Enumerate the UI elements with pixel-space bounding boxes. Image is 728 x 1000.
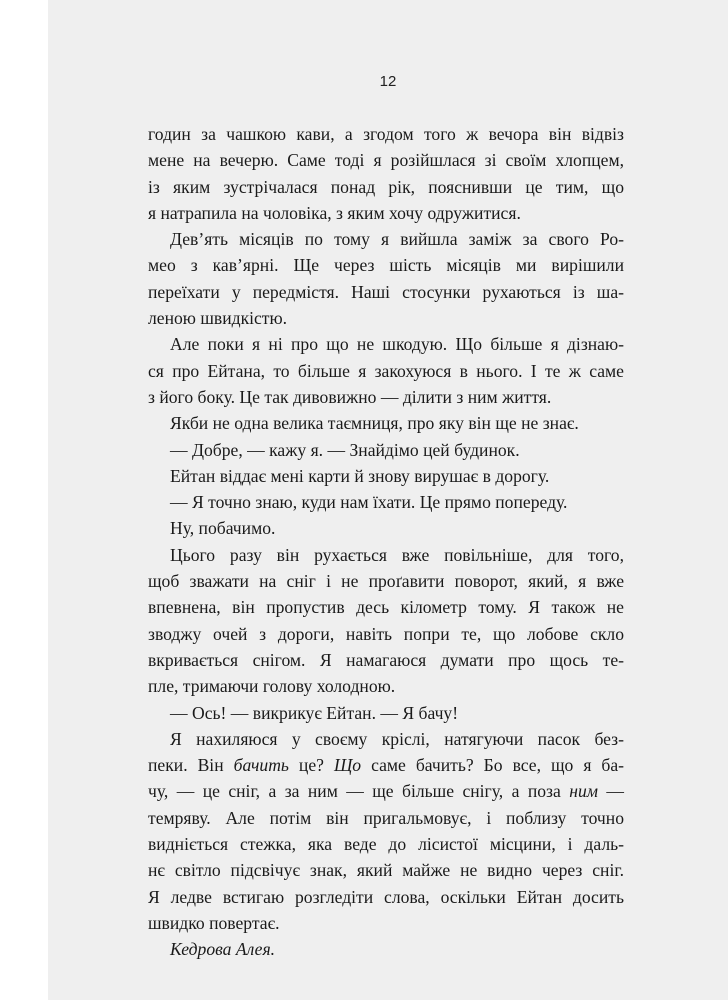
text-line <box>148 936 624 962</box>
text-line: швидко повертає. <box>148 912 280 933</box>
page-number: 12 <box>379 73 397 90</box>
text-line: Я нахиляюся у своєму кріслі, натягуючи пасок без- <box>170 728 624 749</box>
text-line: Якби не одна велика таємниця, про яку він ще не знає. <box>170 413 579 434</box>
text-line: Я ледве встигаю розгледіти слова, оскільки Ейтан досить <box>148 886 624 907</box>
text-line: зводжу очей з дороги, навіть попри те, що лобове скло <box>148 623 624 644</box>
text-segment: — <box>598 781 625 802</box>
italic-word: ним <box>569 781 598 802</box>
text-segment: це? <box>288 755 334 776</box>
text-line: Дев’ять місяців по тому я вийшла заміж за свого Ро- <box>170 229 624 250</box>
text-line: мео з кав’ярні. Ще через шість місяців ми вирішили <box>148 255 624 276</box>
text-line: видніється стежка, яка веде до лісистої місцини, і даль- <box>148 834 624 855</box>
italic-heading: Кедрова Алея. <box>170 939 276 960</box>
text-line: — Ось! — викрикує Ейтан. — Я бачу! <box>170 702 459 723</box>
text-segment: саме бачить? Бо все, що я ба- <box>361 755 625 776</box>
text-line: я натрапила на чоловіка, з яким хочу одружитися. <box>148 202 521 223</box>
text-line: впевнена, він пропустив десь кілометр тому. Я також не <box>148 597 624 618</box>
text-line: переїхати у передмістя. Наші стосунки рухаються із ша- <box>148 281 624 302</box>
text-line: пле, тримаючи голову холодною. <box>148 676 396 697</box>
text-line: ся про Ейтана, то більше я закохуюся в нього. І те ж саме <box>148 360 624 381</box>
text-segment: чу, — це сніг, а за ним — ще більше снігу, а поза <box>148 781 570 802</box>
text-line: Ну, побачимо. <box>170 518 276 539</box>
text-line: — Я точно знаю, куди нам їхати. Це прямо попереду. <box>170 492 568 513</box>
text-line <box>148 778 624 804</box>
text-line: вкривається снігом. Я намагаюся думати про щось те- <box>148 649 624 670</box>
text-line: темряву. Але потім він пригальмовує, і поблизу точно <box>148 807 624 828</box>
italic-word: Що <box>333 755 362 776</box>
text-line: щоб зважати на сніг і не проґавити поворот, який, я вже <box>148 571 624 592</box>
text-line: мене на вечерю. Саме тоді я розійшлася зі своїм хлопцем, <box>148 150 624 171</box>
body-text <box>148 121 624 963</box>
text-line: Цього разу він рухається вже повільніше, для того, <box>170 544 624 565</box>
text-line: — Добре, — кажу я. — Знайдімо цей будинок. <box>170 439 520 460</box>
text-segment: пеки. Він <box>148 755 234 776</box>
text-line <box>148 752 624 778</box>
text-line: леною швидкістю. <box>148 308 288 329</box>
book-page <box>48 0 728 1000</box>
text-line: Але поки я ні про що не шкодую. Що більше я дізнаю- <box>170 334 624 355</box>
italic-word: бачить <box>233 755 289 776</box>
text-line: нє світло підсвічує знак, який майже не видно через сніг. <box>148 860 624 881</box>
text-line: із яким зустрічалася понад рік, пояснивши це тим, що <box>148 176 624 197</box>
text-line: з його боку. Це так дивовижно — ділити з ним життя. <box>148 386 552 407</box>
text-line: годин за чашкою кави, а згодом того ж вечора він відвіз <box>148 124 624 144</box>
text-line: Ейтан віддає мені карти й знову вирушає в дорогу. <box>170 465 550 486</box>
